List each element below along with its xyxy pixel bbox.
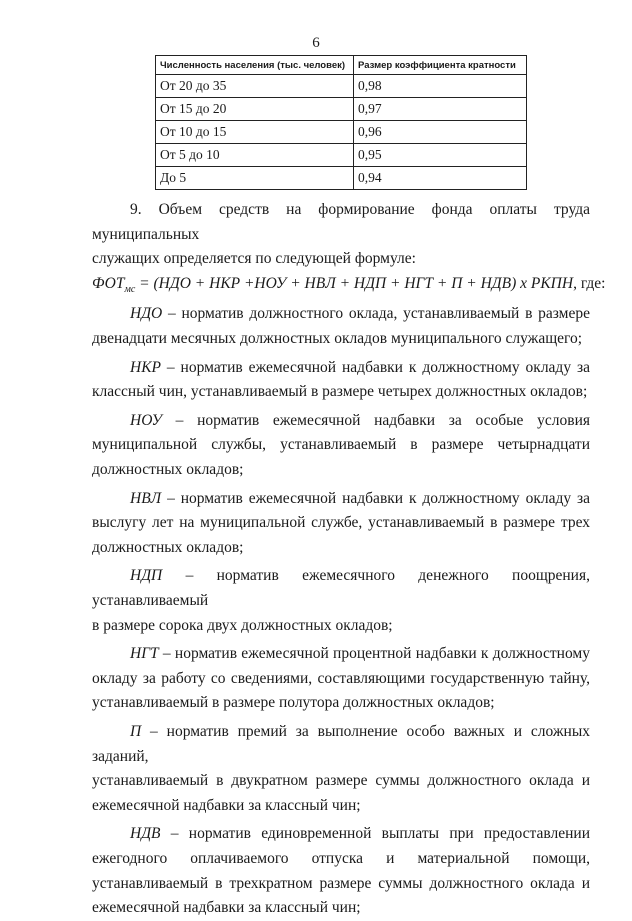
definition-nou-line2: муниципальной службы, устанавливаемый в размере четырнадцати [92,436,590,454]
definition-ndp-text: – норматив ежемесячного денежного поощрения, устанавливаемый [92,567,590,609]
definition-p-term: П [130,722,142,740]
definition-nkr-text: – норматив ежемесячной надбавки к должностному окладу за [160,358,590,376]
table-cell-population: От 20 до 35 [156,75,354,98]
table-header-coefficient: Размер коэффициента кратности [354,56,527,75]
definition-ndv-text: – норматив единовременной выплаты при предоставлении [160,825,590,843]
definition-ndo-term: НДО [130,305,163,323]
table-row [156,98,527,121]
definition-nou-term: НОУ [130,411,162,429]
table-row [156,121,527,144]
definition-ngt-term: НГТ [130,645,159,663]
table-row [156,75,527,98]
definition-ndo-line1 [92,302,590,327]
formula-lhs: ФОТ [92,274,125,292]
page-number: 6 [312,35,320,51]
definition-p-text: – норматив премий за выполнение особо важных и сложных заданий, [92,722,590,765]
definition-nvl-text: – норматив ежемесячной надбавки к должностному окладу за [161,489,590,507]
coefficient-table [155,55,527,190]
table-cell-population: От 5 до 10 [156,144,354,167]
definition-p-line1 [92,720,590,769]
table-header-population: Численность населения (тыс. человек) [156,56,354,75]
definition-nvl-line1 [92,487,590,512]
formula-suffix: , где: [573,274,606,292]
item9-line1: 9. Объем средств на формирование фонда оплаты труда муниципальных [92,201,590,243]
table-cell-population: От 10 до 15 [156,121,354,144]
definition-p-line2: устанавливаемый в двукратном размере суммы должностного оклада и [92,772,590,790]
definition-ndv-line2: ежегодного оплачиваемого отпуска и материальной помощи, [92,849,590,867]
table-row [156,167,527,190]
definition-ndp-line1 [92,564,590,613]
table-row [156,144,527,167]
table-cell-coefficient: 0,96 [354,121,527,144]
definition-p-line3: ежемесячной надбавки за классный чин; [92,796,361,814]
definition-ngt-text: – норматив ежемесячной процентной надбавки к должностному [158,645,590,663]
definition-nou-line1 [92,409,590,434]
definition-ndp-line2: в размере сорока двух должностных окладов; [92,616,393,634]
definition-ngt-line3: устанавливаемый в размере полутора должностных окладов; [92,694,495,712]
definition-nkr-term: НКР [130,358,161,376]
payroll-formula [92,272,606,303]
definition-ngt-line2: окладу за работу со сведениями, составляющими государственную тайну, [92,669,590,687]
definition-ndv-line4: ежемесячной надбавки за классный чин; [92,899,361,917]
definition-ndv-term: НДВ [130,825,161,843]
definition-nvl-line2: выслугу лет на муниципальной службе, устанавливаемый в размере трех [92,514,590,532]
table-cell-population: От 15 до 20 [156,98,354,121]
item9-line2: служащих определяется по следующей формуле: [92,250,416,268]
table-cell-coefficient: 0,98 [354,75,527,98]
document-body [92,198,606,921]
definition-nou-text: – норматив ежемесячной надбавки за особые условия [161,411,590,429]
definition-nvl-term: НВЛ [130,489,162,507]
definition-nou-line3: должностных окладов; [92,461,244,479]
table-cell-coefficient: 0,94 [354,167,527,190]
table-header-row [156,56,527,75]
definition-nkr-line2: классный чин, устанавливаемый в размере четырех должностных окладов; [92,383,588,401]
definition-ndv-line1 [92,822,590,847]
definition-nkr-line1 [92,356,590,381]
table-cell-coefficient: 0,97 [354,98,527,121]
formula-lhs-subscript: мс [124,283,136,295]
table-cell-population: До 5 [156,167,354,190]
definition-ndp-term: НДП [130,567,163,585]
formula-rhs: = (НДО + НКР +НОУ + НВЛ + НДП + НГТ + П + НДВ) х РКПН [135,274,574,292]
table-cell-coefficient: 0,95 [354,144,527,167]
definition-nvl-line3: должностных окладов; [92,538,244,556]
definition-ndv-line3: устанавливаемый в трехкратном размере суммы должностного оклада и [92,874,590,892]
definition-ngt-line1 [92,642,590,667]
definition-ndo-line2: двенадцати месячных должностных окладов муниципального служащего; [92,330,583,348]
definition-ndo-text: – норматив должностного оклада, устанавливаемый в размере [162,305,590,323]
